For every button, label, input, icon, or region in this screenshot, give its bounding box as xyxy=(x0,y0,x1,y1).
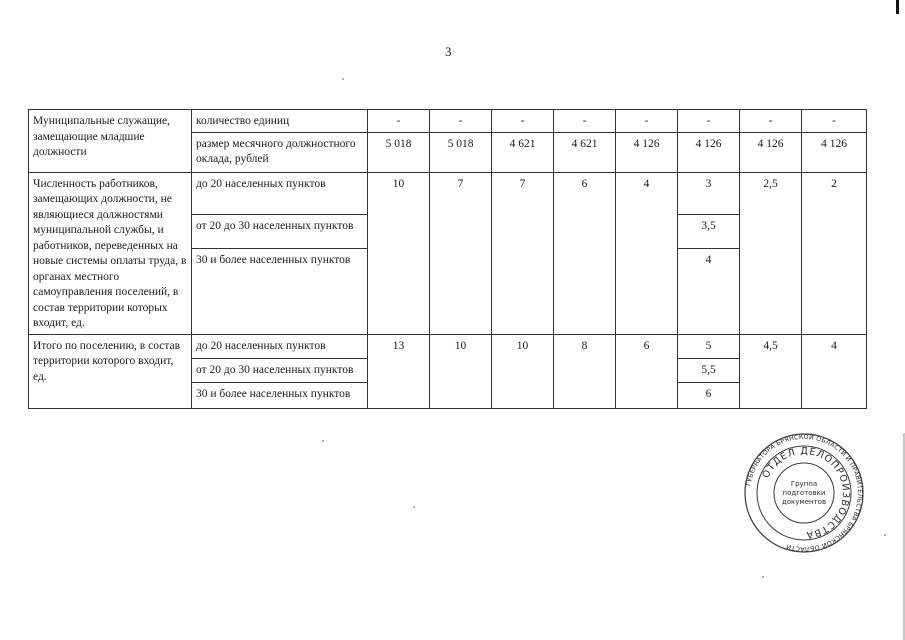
table-cell: 10 xyxy=(492,334,554,408)
table-cell: 5 xyxy=(678,334,740,358)
row-label: количество единиц xyxy=(192,110,368,133)
table-cell: - xyxy=(492,110,554,133)
scan-speck xyxy=(762,576,764,578)
scan-speck xyxy=(884,534,886,536)
table-cell: 7 xyxy=(430,172,492,334)
table-cell: 2,5 xyxy=(740,172,802,334)
table-cell: - xyxy=(740,110,802,133)
row-category: Численность работников, замещающих должности, не являющиеся должностями муниципальной службы, и работников, переведенных на новые системы оплаты труда, в органах местного самоуправления поселений, в состав территории которых входит, ед. xyxy=(29,172,192,334)
table-cell: 10 xyxy=(368,172,430,334)
row-label: от 20 до 30 населенных пунктов xyxy=(192,215,368,248)
scan-speck xyxy=(413,506,415,508)
row-category: Итого по поселению, в состав территории которого входит, ед. xyxy=(29,334,192,408)
table-cell: 6 xyxy=(678,382,740,408)
table-cell: 4 126 xyxy=(678,132,740,172)
row-label: от 20 до 30 населенных пунктов xyxy=(192,358,368,382)
table-cell: - xyxy=(616,110,678,133)
table-cell: 4 126 xyxy=(740,132,802,172)
table-cell: 4 126 xyxy=(616,132,678,172)
table-cell: - xyxy=(368,110,430,133)
table-row xyxy=(29,110,867,133)
row-category: Муниципальные служащие, замещающие младшие должности xyxy=(29,110,192,173)
row-label: до 20 населенных пунктов xyxy=(192,172,368,215)
table-cell: 2 xyxy=(802,172,867,334)
stamp-center-line: подготовки xyxy=(782,489,826,497)
table-cell: 3 xyxy=(678,172,740,215)
table-cell: 4 xyxy=(802,334,867,408)
stamp-outer-text: ГУБЕРНАТОРА БРЯНСКОЙ ОБЛАСТИ И ПРАВИТЕЛЬСТВА БРЯНСКОЙ ОБЛАСТИ xyxy=(745,433,864,553)
table-cell: 7 xyxy=(492,172,554,334)
scan-speck xyxy=(342,78,344,80)
stamp-department: ОТДЕЛ ДЕЛОПРОИЗВОДСТВА xyxy=(760,445,852,541)
table-cell: 4 621 xyxy=(554,132,616,172)
table-cell: 4,5 xyxy=(740,334,802,408)
official-stamp xyxy=(743,432,865,554)
stamp-center-line: Группа xyxy=(790,480,818,488)
table-cell: 5 018 xyxy=(368,132,430,172)
table-cell: 13 xyxy=(368,334,430,408)
row-label: размер месячного должностного оклада, рублей xyxy=(192,132,368,172)
table-cell: 5 018 xyxy=(430,132,492,172)
table-cell: 8 xyxy=(554,334,616,408)
table-cell: - xyxy=(554,110,616,133)
table-cell: 4 621 xyxy=(492,132,554,172)
table-row xyxy=(29,334,867,358)
row-label: 30 и более населенных пунктов xyxy=(192,382,368,408)
table-row xyxy=(29,172,867,215)
table-cell: - xyxy=(430,110,492,133)
scan-speck xyxy=(322,440,324,442)
table-cell: 4 xyxy=(616,172,678,334)
table-cell: 4 126 xyxy=(802,132,867,172)
table-cell: 10 xyxy=(430,334,492,408)
row-label: 30 и более населенных пунктов xyxy=(192,248,368,334)
table-cell: - xyxy=(678,110,740,133)
table-cell: 6 xyxy=(554,172,616,334)
table-cell: 4 xyxy=(678,248,740,334)
row-label: до 20 населенных пунктов xyxy=(192,334,368,358)
table-cell: - xyxy=(802,110,867,133)
stamp-center-line: документов xyxy=(781,498,827,506)
staffing-table xyxy=(28,109,867,409)
table-cell: 3,5 xyxy=(678,215,740,248)
table-cell: 6 xyxy=(616,334,678,408)
table-cell: 5,5 xyxy=(678,358,740,382)
scan-edge-mark xyxy=(896,0,899,14)
page-number: 3 xyxy=(445,44,452,59)
